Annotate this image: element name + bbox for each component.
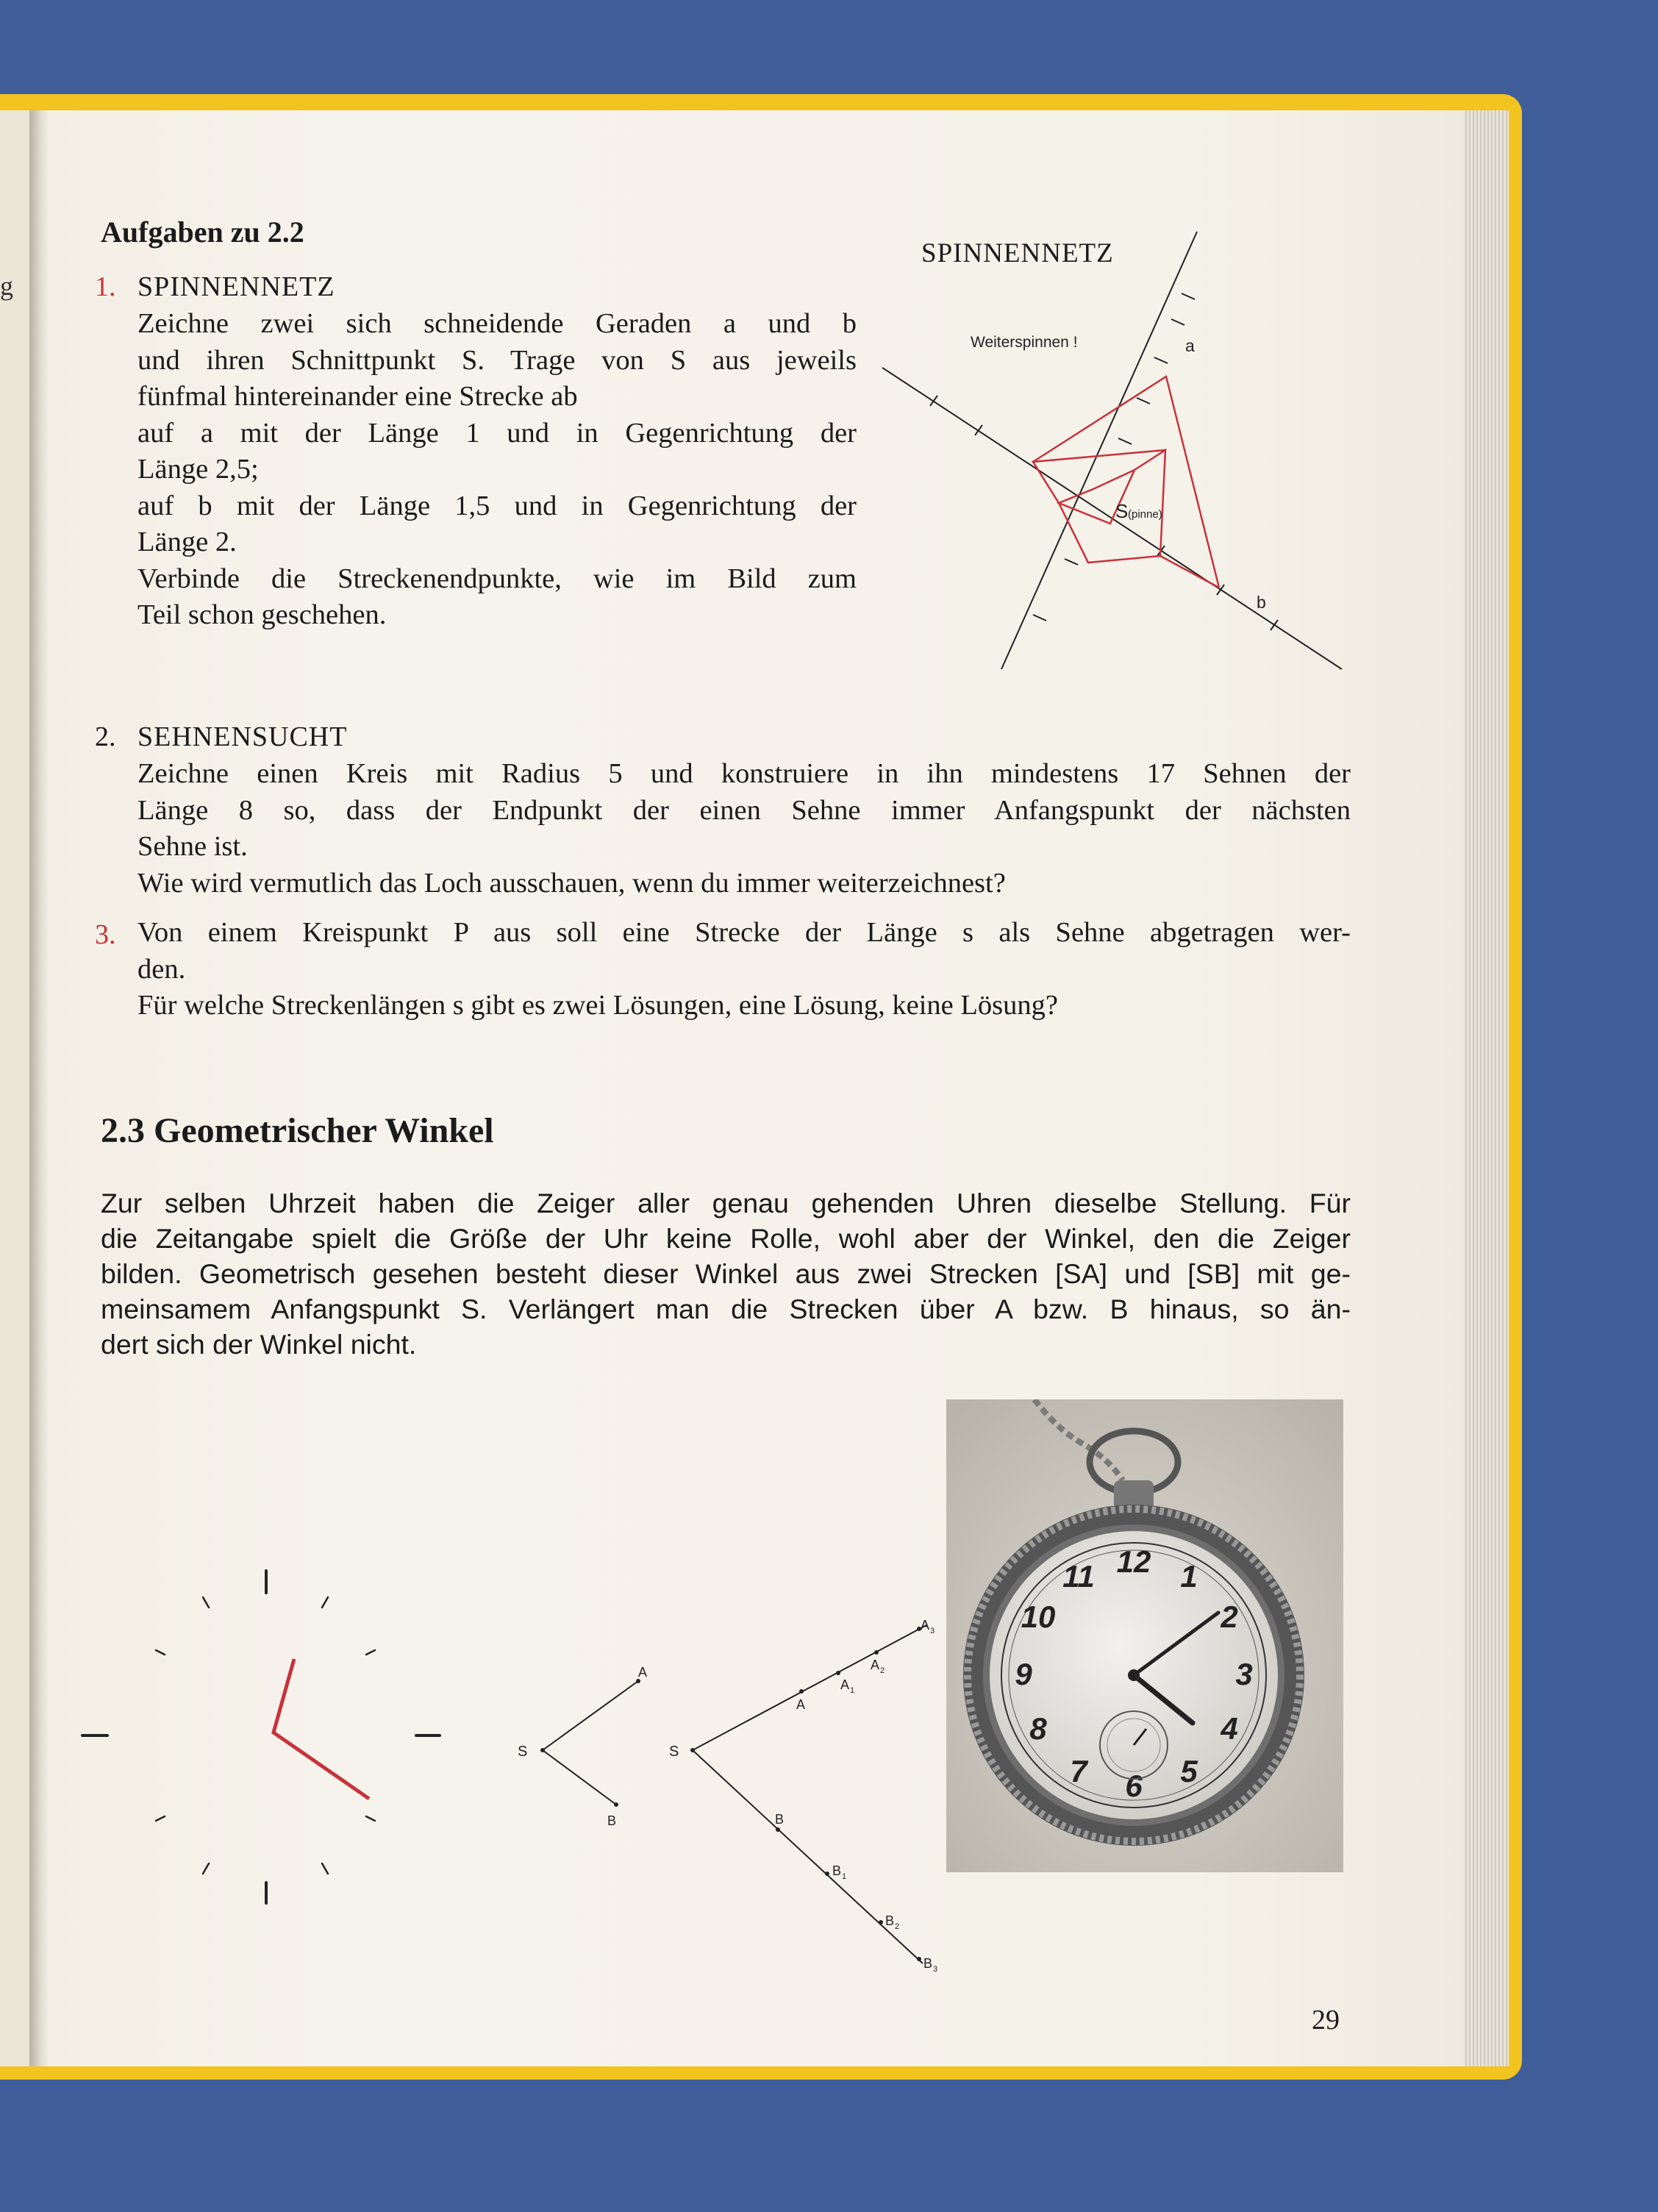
text-line: bilden. Geometrisch gesehen besteht dieser Winkel aus zwei Strecken [SA] und [SB] mit ge- — [101, 1258, 1351, 1289]
watch-numeral: 5 — [1180, 1754, 1198, 1788]
exercise-1-number: 1. — [95, 271, 116, 302]
text-line: Länge 2,5; — [137, 454, 259, 485]
text-line: Zeichne zwei sich schneidende Geraden a und b — [137, 308, 857, 339]
pocket-watch-photo — [946, 1399, 1343, 1872]
exercise-2-number: 2. — [95, 721, 116, 752]
watch-numeral: 6 — [1125, 1769, 1143, 1803]
spider-web-diagram — [875, 213, 1360, 691]
label-B3-sub: 3 — [933, 1965, 938, 1974]
spider-note: Weiterspinnen ! — [971, 334, 1078, 351]
watch-numeral: 4 — [1221, 1711, 1238, 1746]
label-A2: A — [871, 1658, 880, 1672]
label-B1-sub: 1 — [842, 1872, 847, 1881]
clock-hands-angle — [274, 1659, 369, 1799]
label-A: A — [796, 1697, 806, 1712]
text-line: auf a mit der Länge 1 und in Gegenrichtung der — [137, 417, 857, 449]
large-label-s: S — [669, 1744, 679, 1760]
watch-numeral: 11 — [1062, 1559, 1095, 1594]
text-line: dert sich der Winkel nicht. — [101, 1329, 417, 1360]
label-B3: B — [923, 1956, 933, 1971]
text-line: auf b mit der Länge 1,5 und in Gegenrichtung der — [137, 490, 857, 521]
exercises-heading: Aufgaben zu 2.2 — [101, 215, 304, 249]
watch-numeral: 1 — [1180, 1559, 1198, 1594]
text-line: und ihren Schnittpunkt S. Trage von S aus jeweils — [137, 344, 857, 376]
watch-numeral: 9 — [1015, 1657, 1032, 1691]
exercise-3-number: 3. — [95, 919, 116, 950]
clock-hour-marks — [82, 1571, 440, 1903]
text-line: Von einem Kreispunkt P aus soll eine Strecke der Länge s als Sehne abgetragen wer- — [137, 917, 1351, 948]
label-s-sub: (pinne) — [1128, 508, 1162, 521]
line-a — [1001, 232, 1197, 669]
text-line: Länge 8 so, dass der Endpunkt der einen Sehne immer Anfangspunkt der nächsten — [137, 794, 1351, 826]
page-stack-edges — [1463, 110, 1509, 2066]
left-page-edge — [0, 110, 29, 2066]
text-line: Länge 2. — [137, 527, 237, 557]
exercise-1-title: SPINNENNETZ — [137, 271, 335, 302]
label-A2-sub: 2 — [880, 1666, 885, 1675]
text-line: fünfmal hintereinander eine Strecke ab — [137, 381, 578, 412]
clock-angle-diagram — [74, 1559, 471, 1912]
label-B2: B — [885, 1913, 895, 1928]
watch-numeral: 7 — [1070, 1754, 1087, 1788]
label-A3-sub: 3 — [930, 1627, 935, 1635]
label-A3: A — [921, 1618, 930, 1633]
label-B2-sub: 2 — [895, 1922, 900, 1931]
page-number: 29 — [1312, 2005, 1340, 2036]
left-page-glyph: g — [0, 271, 13, 301]
label-a: a — [1185, 336, 1195, 355]
label-A1-sub: 1 — [850, 1686, 855, 1695]
text-line: Wie wird vermutlich das Loch ausschauen, wenn du immer weiterzeichnest? — [137, 867, 1006, 899]
spider-figure-caption: SPINNENNETZ — [921, 238, 1114, 268]
watch-numeral: 2 — [1221, 1599, 1238, 1634]
section-intro-text — [101, 1185, 1351, 1362]
text-line: meinsamem Anfangspunkt S. Verlängert man die Strecken über A bzw. B hinaus, so än- — [101, 1294, 1351, 1324]
book-gutter — [29, 110, 49, 2066]
watch-numeral: 12 — [1116, 1544, 1151, 1579]
text-line: den. — [137, 953, 186, 985]
text-line: Zur selben Uhrzeit haben die Zeiger aller genau gehenden Uhren dieselbe Stellung. Für — [101, 1188, 1351, 1219]
text-line: Sehne ist. — [137, 831, 248, 862]
section-title: 2.3 Geometrischer Winkel — [101, 1111, 494, 1150]
text-line: Teil schon geschehen. — [137, 599, 387, 630]
label-A1: A — [840, 1677, 850, 1692]
exercise-2-text — [137, 756, 1351, 902]
small-label-b: B — [607, 1813, 617, 1828]
text-line: die Zeitangabe spielt die Größe der Uhr keine Rolle, wohl aber der Winkel, den die Zeiger — [101, 1223, 1351, 1254]
small-label-s: S — [518, 1744, 528, 1760]
label-B: B — [775, 1812, 785, 1827]
exercise-2-title: SEHNENSUCHT — [137, 721, 348, 752]
exercise-1-text — [137, 306, 857, 634]
label-B1: B — [832, 1863, 842, 1878]
small-label-a: A — [638, 1665, 648, 1680]
spider-web-threads — [1033, 377, 1219, 588]
exercise-3-text — [137, 915, 1351, 1024]
angle-small-diagram — [507, 1655, 654, 1838]
watch-numeral: 10 — [1021, 1599, 1056, 1634]
watch-numeral: 8 — [1029, 1711, 1047, 1746]
label-s: S — [1115, 500, 1129, 522]
text-line: Zeichne einen Kreis mit Radius 5 und konstruiere in ihn mindestens 17 Sehnen der — [137, 758, 1351, 789]
text-line: Für welche Streckenlängen s gibt es zwei Lösungen, eine Lösung, keine Lösung? — [137, 990, 1058, 1021]
watch-numeral: 3 — [1235, 1657, 1253, 1691]
pocket-watch-illustration — [946, 1399, 1343, 1872]
label-b: b — [1257, 593, 1266, 612]
clock-minor-marks — [156, 1597, 375, 1874]
text-line: Verbinde die Streckenendpunkte, wie im Bild zum — [137, 563, 857, 594]
